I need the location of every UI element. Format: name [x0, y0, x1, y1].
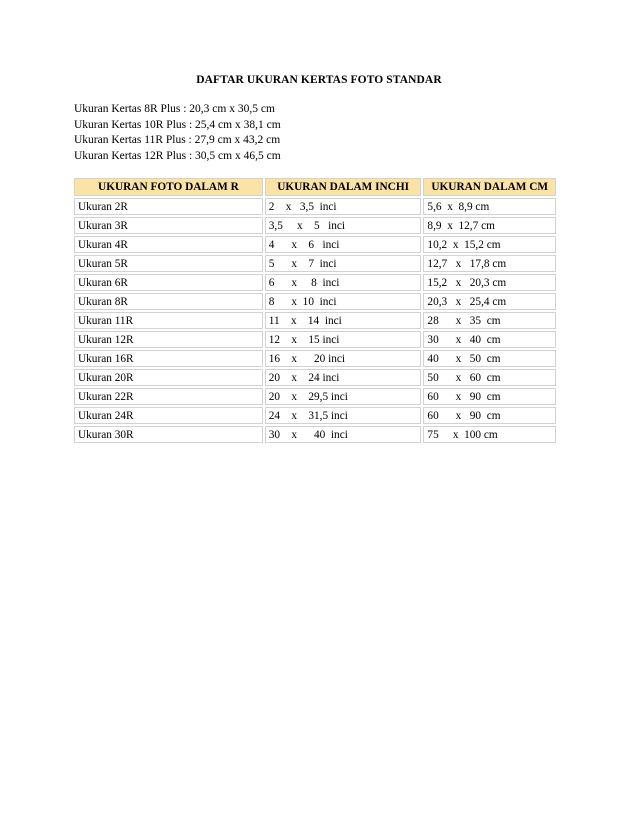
- table-row: [74, 274, 556, 291]
- table-row: [74, 312, 556, 329]
- cell-size-inch: 2 x 3,5 inci: [265, 198, 422, 215]
- table-header-row: [74, 178, 556, 196]
- table-row: [74, 217, 556, 234]
- document-title: DAFTAR UKURAN KERTAS FOTO STANDAR: [196, 74, 442, 86]
- cell-size-cm: 30 x 40 cm: [423, 331, 556, 348]
- cell-size-cm: 10,2 x 15,2 cm: [423, 236, 556, 253]
- cell-size-inch: 20 x 29,5 inci: [265, 388, 422, 405]
- cell-size-r: Ukuran 6R: [74, 274, 263, 291]
- plus-size-line: Ukuran Kertas 10R Plus : 25,4 cm x 38,1 cm: [74, 118, 281, 131]
- photo-size-table: [72, 176, 558, 445]
- cell-size-cm: 50 x 60 cm: [423, 369, 556, 386]
- plus-size-line: Ukuran Kertas 8R Plus : 20,3 cm x 30,5 cm: [74, 103, 275, 115]
- cell-size-cm: 60 x 90 cm: [423, 407, 556, 424]
- table-row: [74, 388, 556, 405]
- cell-size-r: Ukuran 11R: [74, 312, 263, 329]
- cell-size-inch: 11 x 14 inci: [265, 312, 422, 329]
- cell-size-cm: 5,6 x 8,9 cm: [423, 198, 556, 215]
- cell-size-r: Ukuran 20R: [74, 369, 263, 386]
- header-size-inch: UKURAN DALAM INCHI: [265, 178, 422, 196]
- cell-size-cm: 75 x 100 cm: [423, 426, 556, 443]
- cell-size-cm: 15,2 x 20,3 cm: [423, 274, 556, 291]
- plus-size-line: Ukuran Kertas 11R Plus : 27,9 cm x 43,2 cm: [74, 134, 281, 147]
- table-row: [74, 426, 556, 443]
- cell-size-r: Ukuran 12R: [74, 331, 263, 348]
- cell-size-cm: 12,7 x 17,8 cm: [423, 255, 556, 272]
- cell-size-inch: 24 x 31,5 inci: [265, 407, 422, 424]
- table-row: [74, 407, 556, 424]
- cell-size-inch: 12 x 15 inci: [265, 331, 422, 348]
- header-size-r: UKURAN FOTO DALAM R: [74, 178, 263, 196]
- cell-size-r: Ukuran 5R: [74, 255, 263, 272]
- cell-size-r: Ukuran 4R: [74, 236, 263, 253]
- table-row: [74, 293, 556, 310]
- table-body: [74, 198, 556, 443]
- table-row: [74, 198, 556, 215]
- plus-size-list: [74, 102, 281, 165]
- cell-size-inch: 5 x 7 inci: [265, 255, 422, 272]
- header-size-cm: UKURAN DALAM CM: [423, 178, 556, 196]
- cell-size-cm: 8,9 x 12,7 cm: [423, 217, 556, 234]
- cell-size-inch: 4 x 6 inci: [265, 236, 422, 253]
- cell-size-cm: 40 x 50 cm: [423, 350, 556, 367]
- cell-size-r: Ukuran 2R: [74, 198, 263, 215]
- table-row: [74, 331, 556, 348]
- cell-size-inch: 3,5 x 5 inci: [265, 217, 422, 234]
- cell-size-inch: 20 x 24 inci: [265, 369, 422, 386]
- cell-size-inch: 6 x 8 inci: [265, 274, 422, 291]
- plus-size-line: Ukuran Kertas 12R Plus : 30,5 cm x 46,5 cm: [74, 150, 281, 163]
- cell-size-r: Ukuran 24R: [74, 407, 263, 424]
- cell-size-r: Ukuran 22R: [74, 388, 263, 405]
- cell-size-inch: 30 x 40 inci: [265, 426, 422, 443]
- cell-size-inch: 8 x 10 inci: [265, 293, 422, 310]
- cell-size-cm: 20,3 x 25,4 cm: [423, 293, 556, 310]
- table-row: [74, 350, 556, 367]
- table-row: [74, 255, 556, 272]
- cell-size-cm: 60 x 90 cm: [423, 388, 556, 405]
- cell-size-r: Ukuran 30R: [74, 426, 263, 443]
- cell-size-r: Ukuran 8R: [74, 293, 263, 310]
- cell-size-r: Ukuran 3R: [74, 217, 263, 234]
- table-row: [74, 369, 556, 386]
- cell-size-cm: 28 x 35 cm: [423, 312, 556, 329]
- cell-size-r: Ukuran 16R: [74, 350, 263, 367]
- table-row: [74, 236, 556, 253]
- cell-size-inch: 16 x 20 inci: [265, 350, 422, 367]
